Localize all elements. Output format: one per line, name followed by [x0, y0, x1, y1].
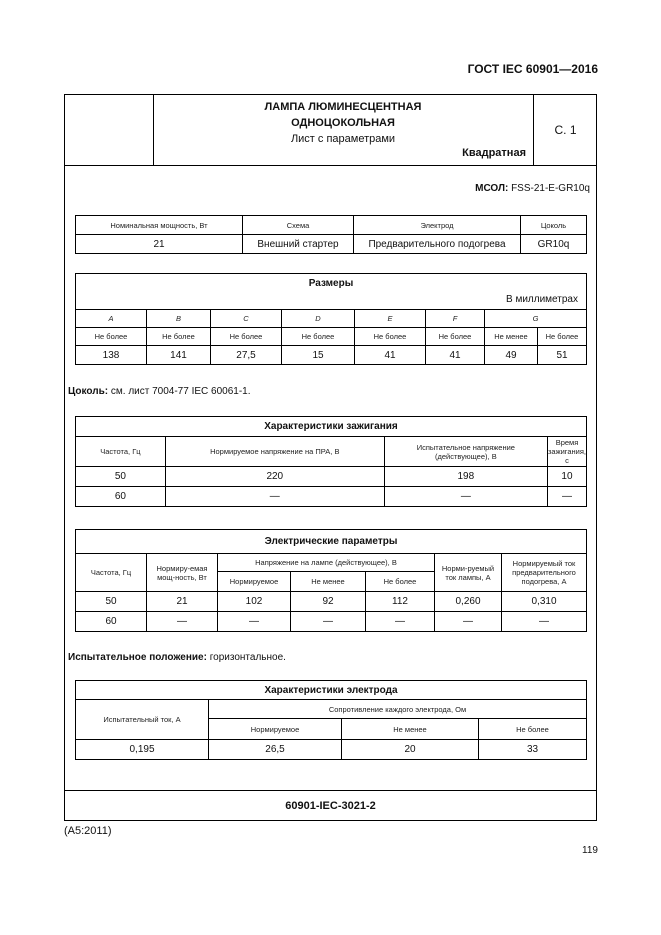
electrode-cell: 20: [342, 740, 479, 760]
ignition-table: [75, 416, 587, 507]
electrical-cell: 21: [147, 592, 218, 612]
mcol-label: МСОЛ:: [475, 183, 509, 194]
title-block-left-cell: [64, 94, 154, 165]
header-cap: Цоколь: [521, 216, 587, 235]
cell-cap: GR10q: [521, 235, 587, 254]
electrical-cell: 112: [366, 592, 435, 612]
page-number: 119: [582, 845, 598, 856]
dim-limit: Не более: [355, 328, 426, 346]
cell-electrode: Предварительного подогрева: [354, 235, 521, 254]
title-block: [64, 94, 597, 166]
electrode-cell: 0,195: [76, 740, 209, 760]
edition-note: (A5:2011): [64, 825, 112, 837]
test-position-text: горизонтальное.: [206, 652, 286, 663]
test-position-note: [68, 652, 286, 663]
cap-note-text: см. лист 7004-77 IEC 60061-1.: [108, 386, 251, 397]
header-power: Номинальная мощность, Вт: [76, 216, 243, 235]
ignition-header-frequency: Частота, Гц: [76, 437, 166, 467]
dimensions-title-cell: [76, 274, 587, 310]
test-position-label: Испытательное положение:: [68, 652, 207, 663]
electrical-header-preheat: Нормируемый ток предварительного подогрева, А: [502, 554, 587, 592]
ignition-cell: —: [547, 487, 586, 507]
dim-letter-g: G: [485, 310, 587, 328]
electrical-table: [75, 529, 587, 632]
dim-value: 49: [485, 346, 538, 365]
electrical-cell: —: [147, 612, 218, 632]
electrical-cell: —: [502, 612, 587, 632]
lamp-title-line2: ОДНОЦОКОЛЬНАЯ: [291, 117, 395, 129]
electrical-header-nominal: Нормируемое: [218, 572, 291, 592]
cap-note: [68, 386, 251, 397]
ignition-cell: 220: [165, 467, 384, 487]
dim-letter-c: C: [211, 310, 282, 328]
dim-value: 15: [282, 346, 355, 365]
dim-letter-f: F: [426, 310, 485, 328]
electrical-header-current: Норми-руемый ток лампы, А: [435, 554, 502, 592]
dim-value: 51: [538, 346, 587, 365]
dim-limit: Не более: [282, 328, 355, 346]
general-table: [75, 215, 587, 254]
dim-letter-b: B: [147, 310, 211, 328]
electrode-table: [75, 680, 587, 760]
sheet-subtitle: Лист с параметрами: [290, 133, 396, 145]
electrode-header-current: Испытательный ток, А: [76, 700, 209, 740]
dim-letter-e: E: [355, 310, 426, 328]
dim-limit: Не менее: [485, 328, 538, 346]
ignition-cell: —: [384, 487, 547, 507]
electrical-cell: 0,260: [435, 592, 502, 612]
electrode-title: Характеристики электрода: [76, 681, 587, 700]
lamp-title-line1: ЛАМПА ЛЮМИНЕСЦЕНТНАЯ: [264, 101, 422, 113]
electrical-cell: 92: [291, 592, 366, 612]
electrical-cell: —: [218, 612, 291, 632]
electrical-cell: —: [435, 612, 502, 632]
cell-scheme: Внешний стартер: [243, 235, 354, 254]
electrical-header-voltage: Напряжение на лампе (действующее), В: [218, 554, 435, 572]
electrical-cell: —: [291, 612, 366, 632]
ignition-cell: 198: [384, 467, 547, 487]
electrical-cell: 0,310: [502, 592, 587, 612]
sheet-number: С. 1: [554, 122, 577, 137]
dimensions-title: Размеры: [308, 278, 354, 289]
ignition-cell: —: [165, 487, 384, 507]
dim-limit: Не более: [426, 328, 485, 346]
dim-value: 41: [426, 346, 485, 365]
title-block-main: [153, 94, 534, 165]
dim-limit: Не более: [211, 328, 282, 346]
ignition-title: Характеристики зажигания: [76, 417, 587, 437]
ignition-cell: 10: [547, 467, 586, 487]
ignition-header-nominal-voltage: Нормируемое напряжение на ПРА, В: [165, 437, 384, 467]
sheet-code: 60901-IEC-3021-2: [64, 790, 597, 822]
electrode-header-resistance: Сопротивление каждого электрода, Ом: [209, 700, 587, 719]
mcol-designation: [475, 183, 590, 194]
ignition-header-test-voltage: Испытательное напряжение (действующее), В: [384, 437, 547, 467]
electrical-cell: —: [366, 612, 435, 632]
dimensions-table: [75, 273, 587, 365]
dimensions-unit: В миллиметрах: [506, 294, 578, 305]
cell-power: 21: [76, 235, 243, 254]
header-electrode: Электрод: [354, 216, 521, 235]
ignition-cell: 50: [76, 467, 166, 487]
header-scheme: Схема: [243, 216, 354, 235]
electrode-header-nominal: Нормируемое: [209, 719, 342, 740]
electrode-cell: 26,5: [209, 740, 342, 760]
electrical-header-frequency: Частота, Гц: [76, 554, 147, 592]
dim-limit: Не более: [147, 328, 211, 346]
electrode-cell: 33: [479, 740, 587, 760]
electrical-title: Электрические параметры: [76, 530, 587, 554]
dim-limit: Не более: [538, 328, 587, 346]
cap-note-label: Цоколь:: [68, 386, 109, 397]
ignition-cell: 60: [76, 487, 166, 507]
electrical-header-power: Нормиру-емая мощ-ность, Вт: [147, 554, 218, 592]
electrical-header-min: Не менее: [291, 572, 366, 592]
ignition-header-time: Время зажигания, с: [547, 438, 587, 465]
electrode-header-max: Не более: [479, 719, 587, 740]
lamp-shape: Квадратная: [462, 147, 526, 159]
document-header: ГОСТ IEC 60901—2016: [467, 62, 598, 76]
dim-value: 27,5: [211, 346, 282, 365]
electrode-header-min: Не менее: [342, 719, 479, 740]
dim-value: 138: [76, 346, 147, 365]
title-block-divider: [64, 165, 597, 166]
mcol-value: FSS-21-E-GR10q: [511, 183, 590, 194]
dim-letter-d: D: [282, 310, 355, 328]
electrical-cell: 102: [218, 592, 291, 612]
electrical-header-max: Не более: [366, 572, 435, 592]
dim-value: 141: [147, 346, 211, 365]
dim-value: 41: [355, 346, 426, 365]
dim-limit: Не более: [76, 328, 147, 346]
electrical-cell: 50: [76, 592, 147, 612]
dim-letter-a: A: [76, 310, 147, 328]
electrical-cell: 60: [76, 612, 147, 632]
